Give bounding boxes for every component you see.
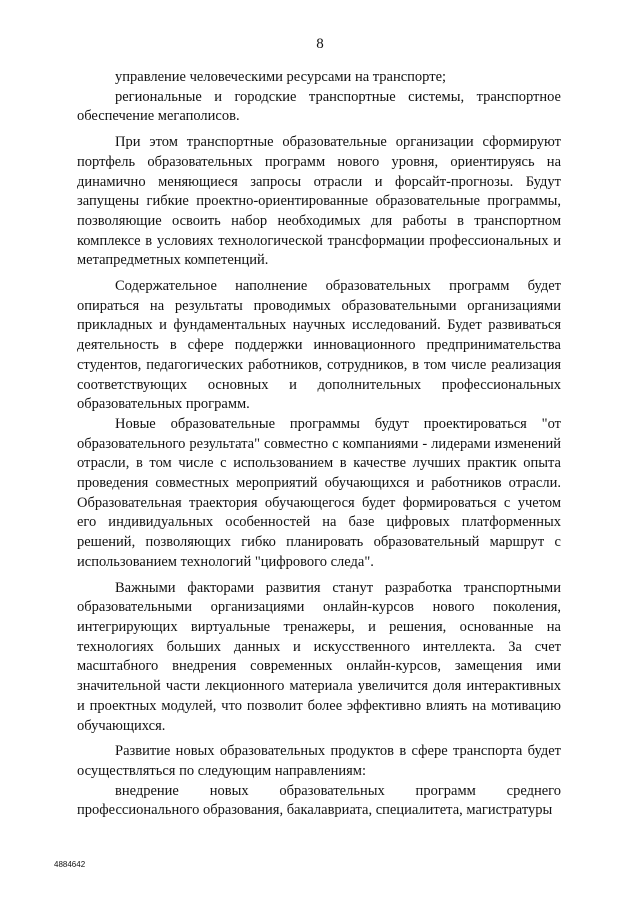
paragraph-6: Важными факторами развития станут разработка транспортными образовательными организациями онлайн-курсов нового поколения, интегрирующих виртуальные тренажеры, и решения, основанные на технологиях больших данных и искусственного интеллекта. За счет масштабного внедрения современных онлайн-курсов, замещения ими значительной части лекционного материала увеличится доля интерактивных и проектных модулей, что позволит более эффективно влиять на мотивацию обучающихся.: [77, 579, 561, 734]
page-number: 8: [316, 36, 324, 52]
paragraph-5: Новые образовательные программы будут проектироваться "от образовательного результата" совместно с компаниями - лидерами изменений отрасли, в том числе с использованием в качестве лучших практик опыта проведения совместных мероприятий обучающихся и работников отрасли. Образовательная траектория обучающегося будет формироваться с учетом его индивидуальных особенностей на базе цифровых платформенных решений, позволяющих гибко планировать образовательный маршрут с использованием технологий "цифрового следа".: [77, 415, 561, 570]
paragraph-2: региональные и городские транспортные системы, транспортное обеспечение мегаполисов.: [77, 88, 561, 125]
body-text: [77, 68, 561, 821]
paragraph-7: Развитие новых образовательных продуктов в сфере транспорта будет осуществляться по следующим направлениям:: [77, 743, 561, 779]
paragraph-4: Содержательное наполнение образовательных программ будет опираться на результаты проводимых образовательными организациями прикладных и фундаментальных научных исследований. Будет развиваться деятельность в сфере поддержки инновационного предпринимательства студентов, педагогических работников, сотрудников, в том числе реализация соответствующих основных и дополнительных профессиональных образовательных программ.: [77, 278, 561, 413]
paragraph-8: внедрение новых образовательных программ среднего профессионального образования, бакалавриата, специалитета, магистратуры: [77, 782, 561, 819]
document-code: 4884642: [54, 860, 86, 869]
paragraph-1: управление человеческими ресурсами на транспорте;: [115, 69, 447, 85]
paragraph-3: При этом транспортные образовательные организации сформируют портфель образовательных программ нового уровня, ориентируясь на динамично меняющиеся запросы отрасли и форсайт-прогнозы. Будут запущены гибкие проектно-ориентированные образовательные программы, позволяющие освоить набор необходимых для работы в транспортном комплексе в условиях технологической трансформации профессиональных и метапредметных компетенций.: [77, 134, 561, 269]
